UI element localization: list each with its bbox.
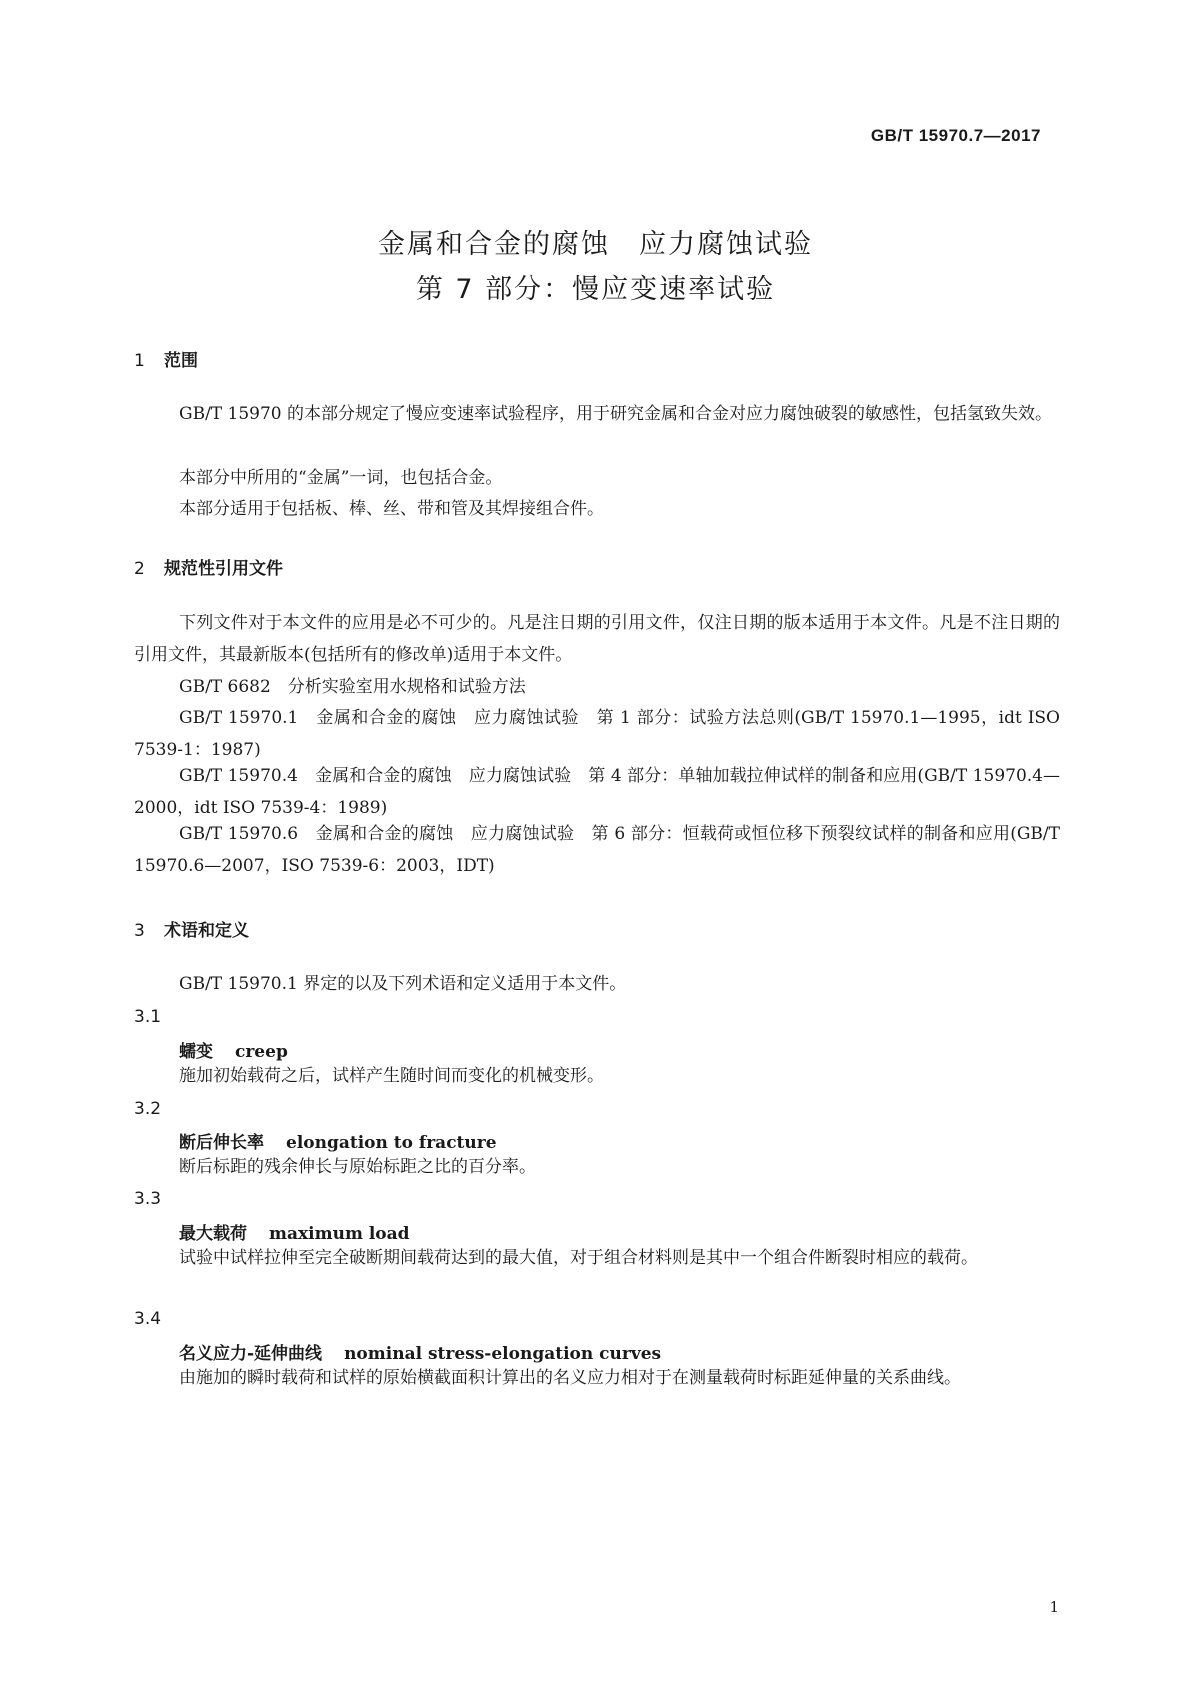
- document-title: [0, 222, 1191, 312]
- paragraph: 下列文件对于本文件的应用是必不可少的。凡是注日期的引用文件，仅注日期的版本适用于本文件。凡是不注日期的引用文件，其最新版本(包括所有的修改单)适用于本文件。: [134, 613, 1060, 665]
- reference-item: GB/T 6682 分析实验室用水规格和试验方法: [179, 677, 526, 697]
- term-en: elongation to fracture: [286, 1133, 497, 1153]
- section-2-heading: [134, 554, 283, 579]
- term-definition: 由施加的瞬时载荷和试样的原始横截面积计算出的名义应力相对于在测量载荷时标距延伸量的关系曲线。: [179, 1368, 961, 1388]
- term-number: 3.1: [134, 1007, 162, 1027]
- standard-code: GB/T 15970.7—2017: [870, 126, 1041, 145]
- term-title: [179, 1339, 661, 1364]
- section-3-heading: [134, 916, 249, 941]
- reference-item: GB/T 15970.1 金属和合金的腐蚀 应力腐蚀试验 第 1 部分：试验方法总则(GB/T 15970.1—1995，idt ISO 7539-1：1987): [134, 708, 1060, 760]
- term-en: maximum load: [269, 1224, 410, 1244]
- term-number: 3.2: [134, 1099, 162, 1119]
- paragraph: 本部分中所用的“金属”一词，也包括合金。: [179, 468, 503, 488]
- term-title: [179, 1128, 497, 1153]
- section-title: 规范性引用文件: [164, 559, 283, 579]
- term-definition: 施加初始载荷之后，试样产生随时间而变化的机械变形。: [179, 1066, 604, 1086]
- section-title: 术语和定义: [164, 921, 249, 941]
- paragraph: 本部分适用于包括板、棒、丝、带和管及其焊接组合件。: [179, 499, 604, 519]
- term-number: 3.4: [134, 1309, 162, 1329]
- paragraph: GB/T 15970 的本部分规定了慢应变速率试验程序，用于研究金属和合金对应力腐蚀破裂的敏感性，包括氢致失效。: [179, 404, 1053, 424]
- term-zh: 断后伸长率: [179, 1133, 264, 1153]
- section-number: 3: [134, 921, 145, 941]
- section-number: 1: [134, 351, 145, 371]
- term-title: [179, 1219, 410, 1244]
- title-line-2: 第 7 部分：慢应变速率试验: [415, 274, 776, 305]
- term-zh: 蠕变: [179, 1042, 213, 1062]
- term-definition: 断后标距的残余伸长与原始标距之比的百分率。: [179, 1157, 536, 1177]
- term-title: [179, 1037, 288, 1062]
- term-definition: 试验中试样拉伸至完全破断期间载荷达到的最大值，对于组合材料则是其中一个组合件断裂时相应的载荷。: [179, 1248, 978, 1268]
- term-en: creep: [235, 1042, 288, 1062]
- term-zh: 最大载荷: [179, 1224, 247, 1244]
- term-zh: 名义应力-延伸曲线: [179, 1344, 323, 1364]
- reference-item: GB/T 15970.6 金属和合金的腐蚀 应力腐蚀试验 第 6 部分：恒载荷或恒位移下预裂纹试样的制备和应用(GB/T 15970.6—2007，ISO 7539-6：2003，IDT): [134, 824, 1060, 876]
- paragraph: GB/T 15970.1 界定的以及下列术语和定义适用于本文件。: [179, 974, 627, 994]
- section-title: 范围: [164, 351, 198, 371]
- term-en: nominal stress-elongation curves: [344, 1344, 662, 1364]
- title-line-1: 金属和合金的腐蚀 应力腐蚀试验: [378, 229, 813, 260]
- section-number: 2: [134, 559, 145, 579]
- term-number: 3.3: [134, 1189, 162, 1209]
- page-number: 1: [1049, 1598, 1059, 1616]
- section-1-heading: [134, 346, 198, 371]
- reference-item: GB/T 15970.4 金属和合金的腐蚀 应力腐蚀试验 第 4 部分：单轴加载拉伸试样的制备和应用(GB/T 15970.4—2000，idt ISO 7539-4：1989): [134, 766, 1060, 818]
